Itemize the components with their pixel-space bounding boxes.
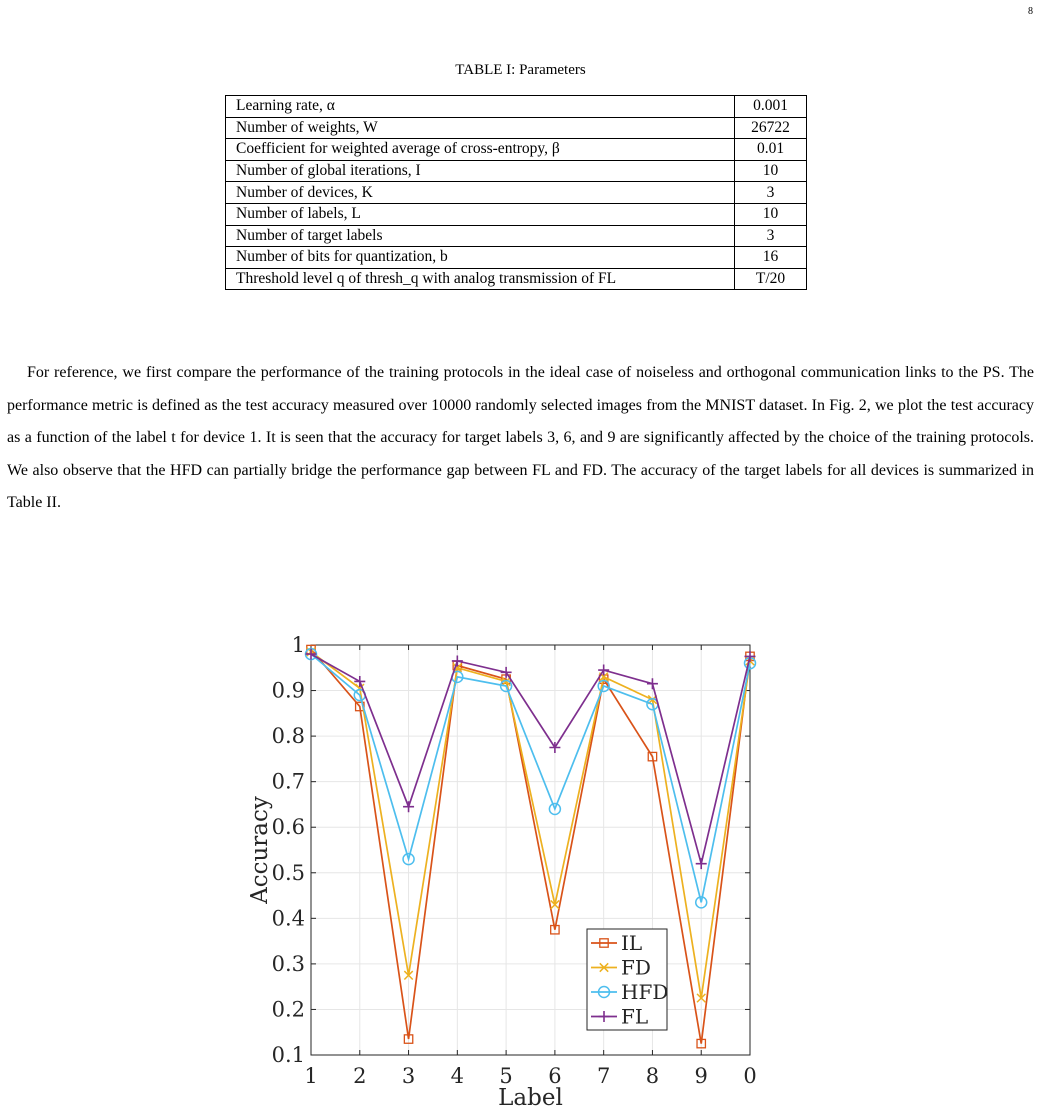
- param-value: 3: [735, 225, 807, 247]
- x-axis-label: Label: [498, 1085, 563, 1111]
- x-tick-label: 5: [499, 1064, 513, 1088]
- legend-entry: FD: [621, 955, 651, 980]
- x-tick-label: 3: [401, 1064, 416, 1088]
- param-label: Number of weights, W: [226, 117, 735, 139]
- y-tick-label: 0.1: [271, 1043, 305, 1067]
- param-label: Threshold level q of thresh_q with analog transmission of FL: [226, 268, 735, 290]
- legend-entry: IL: [621, 931, 643, 955]
- y-tick-label: 0.8: [271, 724, 305, 749]
- param-value: 26722: [735, 117, 807, 139]
- y-tick-label: 0.2: [271, 997, 305, 1022]
- param-value: 16: [735, 247, 807, 269]
- legend-entry: FL: [621, 1004, 649, 1029]
- legend-entry: HFD: [621, 980, 669, 1004]
- x-tick-label: 2: [353, 1064, 367, 1088]
- x-tick-label: 0: [743, 1064, 757, 1088]
- param-value: 10: [735, 203, 807, 225]
- param-label: Number of target labels: [226, 225, 735, 247]
- param-value: 3: [735, 182, 807, 204]
- y-tick-label: 1: [291, 633, 305, 657]
- x-tick-label: 7: [596, 1064, 611, 1088]
- y-tick-label: 0.6: [271, 815, 305, 840]
- param-value: 10: [735, 160, 807, 182]
- table-caption: TABLE I: Parameters: [455, 62, 586, 78]
- plot-area: [311, 645, 750, 1055]
- param-label: Learning rate, α: [226, 96, 735, 118]
- param-label: Number of bits for quantization, b: [226, 247, 735, 269]
- x-tick-label: 9: [694, 1064, 708, 1088]
- param-label: Number of labels, L: [226, 203, 735, 225]
- param-value: T/20: [735, 268, 807, 290]
- param-value: 0.001: [735, 96, 807, 118]
- page-number: 8: [1028, 6, 1033, 17]
- y-tick-label: 0.5: [271, 860, 305, 885]
- y-tick-label: 0.4: [271, 906, 305, 931]
- param-label: Coefficient for weighted average of cross-entropy, β: [226, 139, 735, 161]
- param-label: Number of devices, K: [226, 182, 735, 204]
- x-tick-label: 6: [548, 1064, 562, 1088]
- y-tick-label: 0.9: [271, 678, 305, 703]
- param-value: 0.01: [735, 139, 807, 161]
- y-tick-label: 0.7: [271, 769, 305, 794]
- body-paragraph: For reference, we first compare the performance of the training protocols in the ideal case of noiseless and orthogonal communication links to the PS. The performance metric is defined as the test accuracy measured over 10000 randomly selected images from the MNIST dataset. In Fig. 2, we plot the test accuracy as a function of the label t for device 1. It is seen that the accuracy for target labels 3, 6, and 9 are significantly affected by the choice of the training protocols. We also observe that the HFD can partially bridge the performance gap between FL and FD. The accuracy of the target labels for all devices is summarized in Table II.: [7, 364, 1034, 511]
- y-axis-label: Accuracy: [247, 796, 273, 904]
- y-tick-label: 0.3: [271, 951, 305, 976]
- x-tick-label: 4: [450, 1064, 465, 1088]
- x-tick-label: 8: [645, 1064, 660, 1088]
- x-tick-label: 1: [304, 1064, 318, 1088]
- param-label: Number of global iterations, I: [226, 160, 735, 182]
